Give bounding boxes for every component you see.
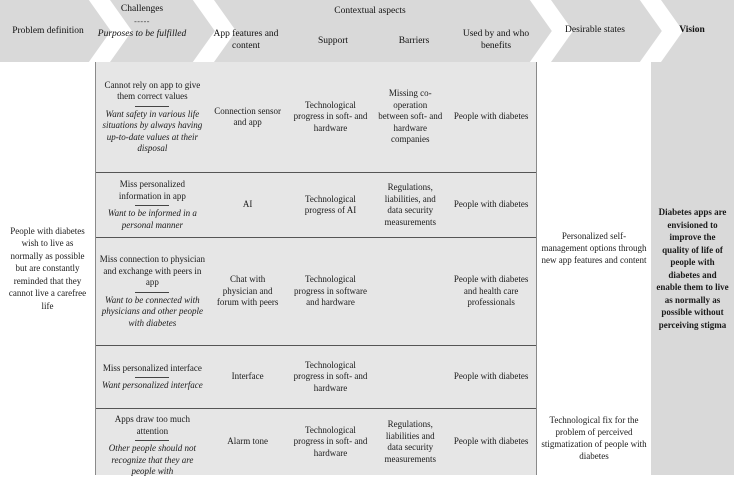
cell-used-by: People with diabetes [453,436,529,447]
purpose-divider [135,106,169,107]
header-vision: Vision [679,25,705,35]
header-challenges-divider: ----- [134,17,150,26]
purpose-italic: Other people should not recognize that they are people with [108,443,196,476]
cell-purpose [96,346,209,408]
cell-support: Technological progress in soft- and hardware [293,359,368,393]
cell-barriers [374,238,446,345]
vision-text: Diabetes apps are envisioned to improve the quality of life of people with diabetes and enable them to live as normally as possible without perceiving stigma [656,207,729,330]
desirable-state-item: Technological fix for the problem of perceived stigmatization of people with diabetes [541,415,647,461]
cell-app-features: Chat with physician and forum with peers [216,274,279,308]
header-desirable-states: Desirable states [565,25,625,35]
cell-purpose [96,409,209,475]
cell-support: Technological progress of AI [304,193,357,215]
header-problem-definition: Problem definition [12,26,84,36]
header-contextual-aspects-group: Contextual aspects [334,6,406,16]
purpose-main: Miss personalized interface [102,362,202,373]
table-row [96,173,536,238]
cell-purpose [96,62,209,172]
purpose-main: Miss connection to physician and exchange with peers in app [99,254,205,287]
purpose-main: Miss personalized information in app [118,179,186,201]
table-row [96,346,536,409]
purpose-italic: Want to be informed in a personal manner [107,208,197,230]
table-row [96,409,536,475]
purpose-divider [135,377,169,378]
cell-barriers [374,346,446,408]
desirable-state-item: Personalized self-management options through new app features and content [541,231,647,265]
cell-app-features: Connection sensor and app [214,105,282,127]
header-app-features: App features and content [213,29,279,51]
header-support: Support [317,36,349,46]
desirable-states-column [537,62,651,475]
vision-column [651,62,734,475]
cell-purpose [96,238,209,345]
purpose-divider [135,205,169,206]
purpose-italic: Want personalized interface [102,380,203,390]
cell-app-features: Alarm tone [227,436,269,447]
cell-used-by: People with diabetes [453,199,529,210]
purpose-divider [135,292,169,293]
contextual-aspects-table [95,62,537,475]
cell-support: Technological progress in soft- and hardware [293,424,368,458]
cell-purpose [96,173,209,237]
cell-support: Technological progress in software and hardware [293,274,367,308]
header-challenges-subtitle: Purposes to be fulfilled [97,29,187,39]
table-row [96,238,536,346]
cell-barriers: Missing co-operation between soft- and hardware companies [378,88,443,145]
header-barriers: Barriers [398,36,430,46]
purpose-main: Cannot rely on app to give them correct values [104,79,201,101]
cell-app-features: Interface [231,371,264,382]
cell-app-features: AI [242,199,253,210]
purpose-italic: Want to be connected with physicians and other people with diabetes [101,294,203,328]
cell-used-by: People with diabetes [453,371,529,382]
problem-definition-text: People with diabetes wish to live as normally as possible but are constantly reminded that they cannot live a carefree life [8,225,87,311]
problem-definition-column [0,62,95,475]
header-used-by: Used by and who benefits [462,29,530,51]
cell-used-by: People with diabetes [453,111,529,122]
purpose-divider [135,440,169,441]
header-band [0,0,734,62]
cell-used-by: People with diabetes and health care professionals [453,274,529,308]
header-challenges-group: Challenges [120,4,164,14]
cell-support: Technological progress in soft- and hardware [293,99,368,133]
table-row [96,62,536,173]
cell-barriers: Regulations, liabilities and data security measurements [384,419,437,464]
cell-barriers: Regulations, liabilities, and data security measurements [384,182,437,227]
purpose-italic: Want safety in various life situations by always having up-to-date values at their disposal [102,108,203,153]
purpose-main: Apps draw too much attention [114,414,190,436]
